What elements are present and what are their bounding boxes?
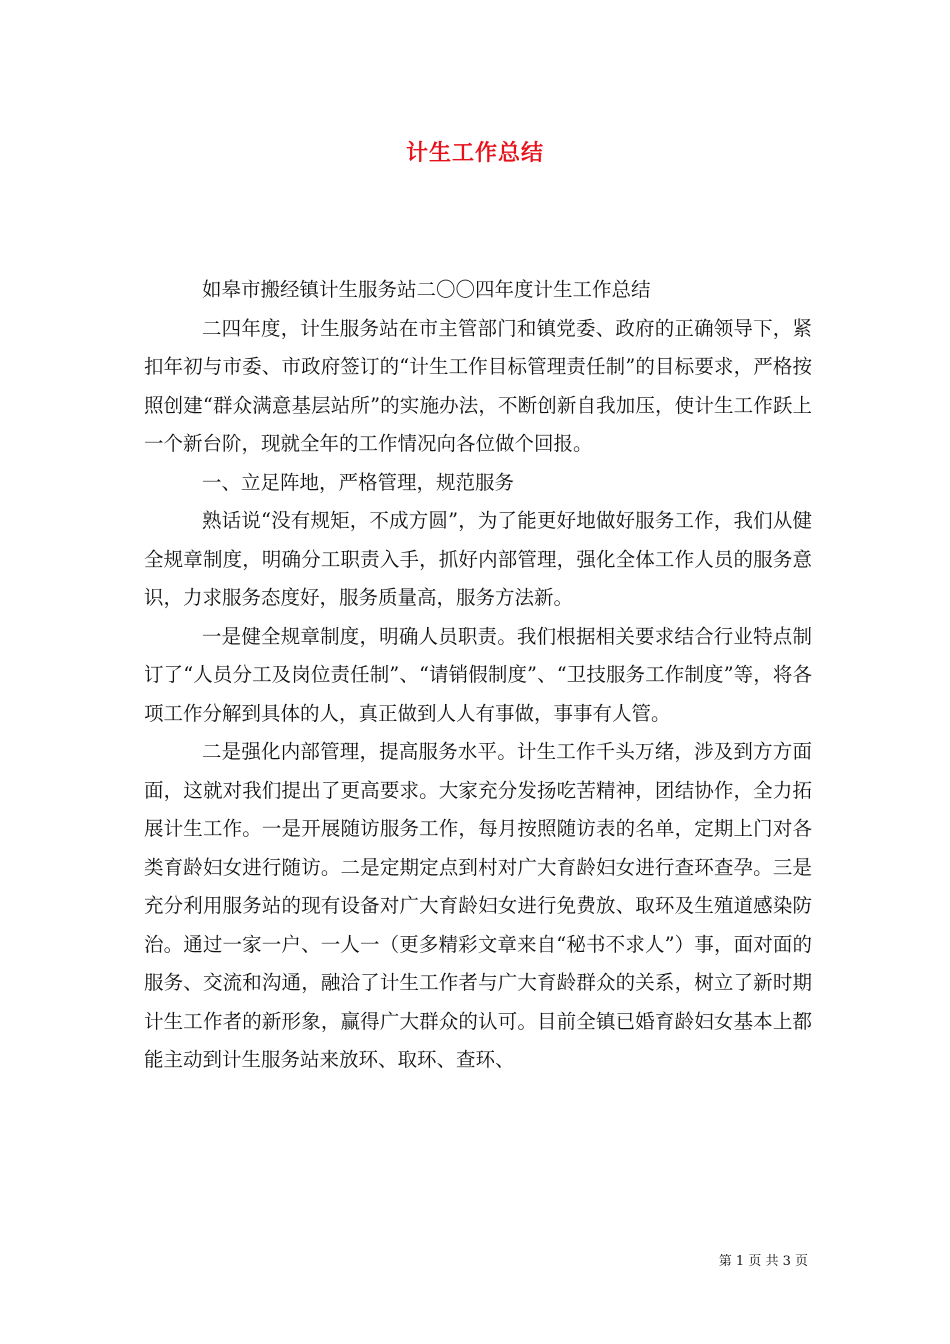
paragraph-point-one: 一是健全规章制度，明确人员职责。我们根据相关要求结合行业特点制订了“人员分工及岗位责任制”、“请销假制度”、“卫技服务工作制度”等，将各项工作分解到具体的人，真正做到人人有事做，事事有人管。	[144, 624, 812, 725]
paragraph-heading-line: 如皋市搬经镇计生服务站二〇〇四年度计生工作总结	[202, 278, 651, 301]
section-heading: 一、立足阵地，严格管理，规范服务	[202, 470, 515, 494]
paragraph-intro: 二四年度，计生服务站在市主管部门和镇党委、政府的正确领导下，紧扣年初与市委、市政府签订的“计生工作目标管理责任制”的目标要求，严格按照创建“群众满意基层站所”的实施办法，不断创新自我加压，使计生工作跃上一个新台阶，现就全年的工作情况向各位做个回报。	[144, 316, 812, 455]
page-number-label: 第 1 页 共 3 页	[718, 1254, 808, 1269]
page-number-footer	[719, 1250, 808, 1269]
paragraph-section-intro: 熟话说“没有规矩，不成方圆”，为了能更好地做好服务工作，我们从健全规章制度，明确分工职责入手，抓好内部管理，强化全体工作人员的服务意识，力求服务态度好，服务质量高，服务方法新。	[144, 509, 812, 609]
paragraph-point-two: 二是强化内部管理，提高服务水平。计生工作千头万绪，涉及到方方面面，这就对我们提出了更高要求。大家充分发扬吃苦精神，团结协作，全力拓展计生工作。一是开展随访服务工作，每月按照随访表的名单，定期上门对各类育龄妇女进行随访。二是定期定点到村对广大育龄妇女进行查环查孕。三是充分利用服务站的现有设备对广大育龄妇女进行免费放、取环及生殖道感染防治。通过一家一户、一人一（更多精彩文章来自“秘书不求人”）事，面对面的服务、交流和沟通，融洽了计生工作者与广大育龄群众的关系，树立了新时期计生工作者的新形象，赢得广大群众的认可。目前全镇已婚育龄妇女基本上都能主动到计生服务站来放环、取环、查环、	[144, 740, 812, 1071]
document-body	[144, 271, 812, 1080]
document-title: 计生工作总结	[405, 140, 544, 166]
